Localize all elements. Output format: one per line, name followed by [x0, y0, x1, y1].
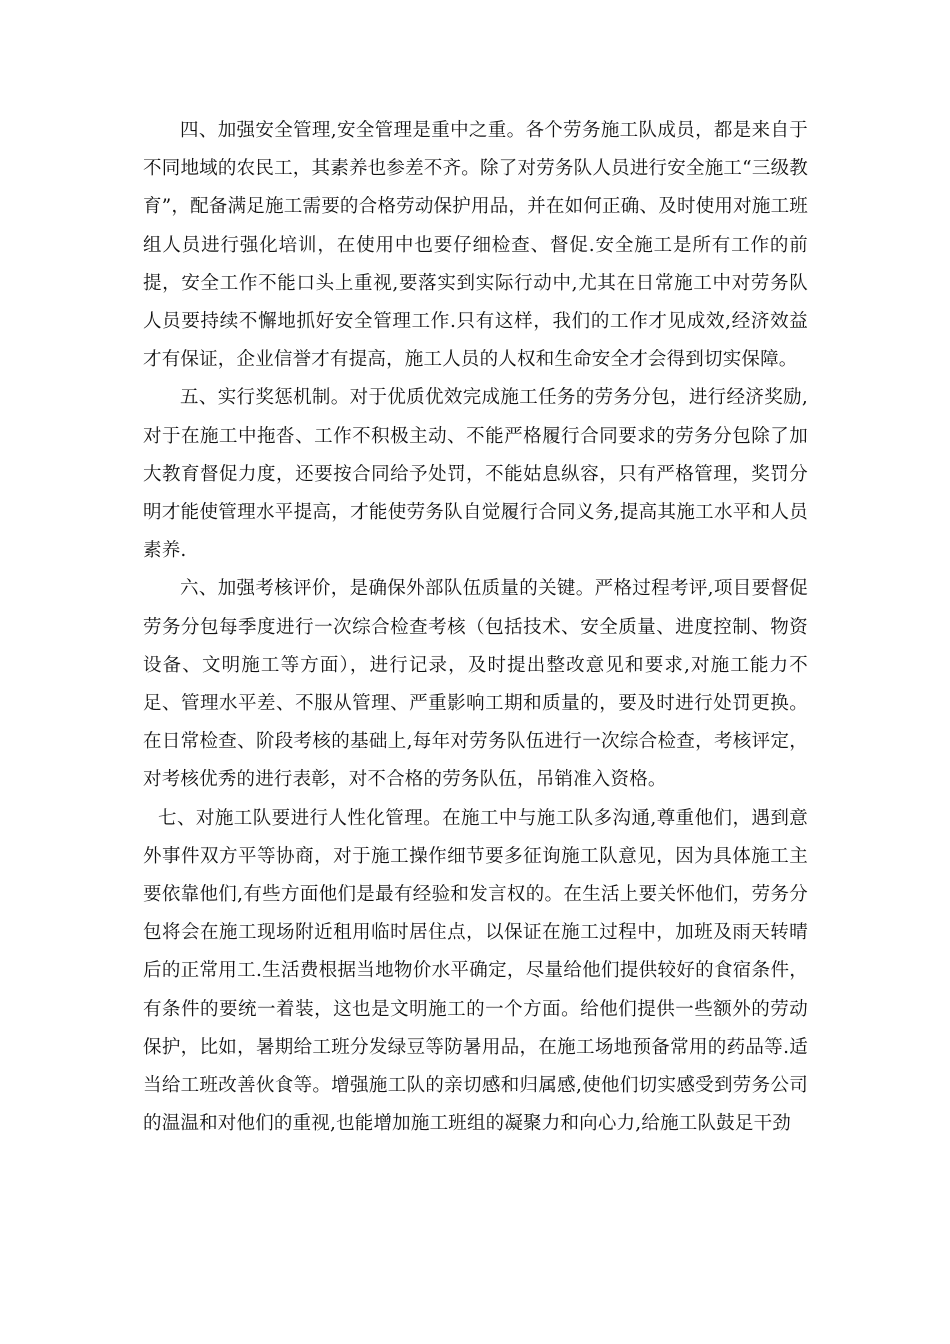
paragraph-assessment-evaluation: 六、加强考核评价，是确保外部队伍质量的关键。严格过程考评,项目要督促劳务分包每季度进行一次综合检查考核（包括技术、安全质量、进度控制、物资设备、文明施工等方面），进行记录，及时提出整改意见和要求,对施工能力不足、管理水平差、不服从管理、严重影响工期和质量的，要及时进行处罚更换。在日常检查、阶段考核的基础上,每年对劳务队伍进行一次综合检查，考核评定，对考核优秀的进行表彰，对不合格的劳务队伍，吊销准入资格。 — [143, 578, 808, 791]
paragraph-humanized-management: 七、对施工队要进行人性化管理。在施工中与施工队多沟通,尊重他们，遇到意外事件双方平等协商，对于施工操作细节要多征询施工队意见，因为具体施工主要依靠他们,有些方面他们是最有经验和发言权的。在生活上要关怀他们，劳务分包将会在施工现场附近租用临时居住点，以保证在施工过程中，加班及雨天转晴后的正常用工.生活费根据当地物价水平确定，尽量给他们提供较好的食宿条件，有条件的要统一着装，这也是文明施工的一个方面。给他们提供一些额外的劳动保护，比如，暑期给工班分发绿豆等防暑用品，在施工场地预备常用的药品等.适当给工班改善伙食等。增强施工队的亲切感和归属感,使他们切实感受到劳务公司的温温和对他们的重视,也能增加施工班组的凝聚力和向心力,给施工队鼓足干劲 — [143, 807, 808, 1135]
document-body — [143, 112, 808, 1143]
paragraph-safety-management: 四、加强安全管理,安全管理是重中之重。各个劳务施工队成员，都是来自于不同地域的农民工，其素养也参差不齐。除了对劳务队人员进行安全施工“三级教育”，配备满足施工需要的合格劳动保护用品，并在如何正确、及时使用对施工班组人员进行强化培训，在使用中也要仔细检查、督促.安全施工是所有工作的前提，安全工作不能口头上重视,要落实到实际行动中,尤其在日常施工中对劳务队人员要持续不懈地抓好安全管理工作.只有这样，我们的工作才见成效,经济效益才有保证，企业信誉才有提高，施工人员的人权和生命安全才会得到切实保障。 — [143, 120, 808, 371]
paragraph-reward-punishment: 五、实行奖惩机制。对于优质优效完成施工任务的劳务分包，进行经济奖励,对于在施工中拖沓、工作不积极主动、不能严格履行合同要求的劳务分包除了加大教育督促力度，还要按合同给予处罚，不能姑息纵容，只有严格管理，奖罚分明才能使管理水平提高，才能使劳务队自觉履行合同义务,提高其施工水平和人员素养. — [143, 387, 808, 562]
